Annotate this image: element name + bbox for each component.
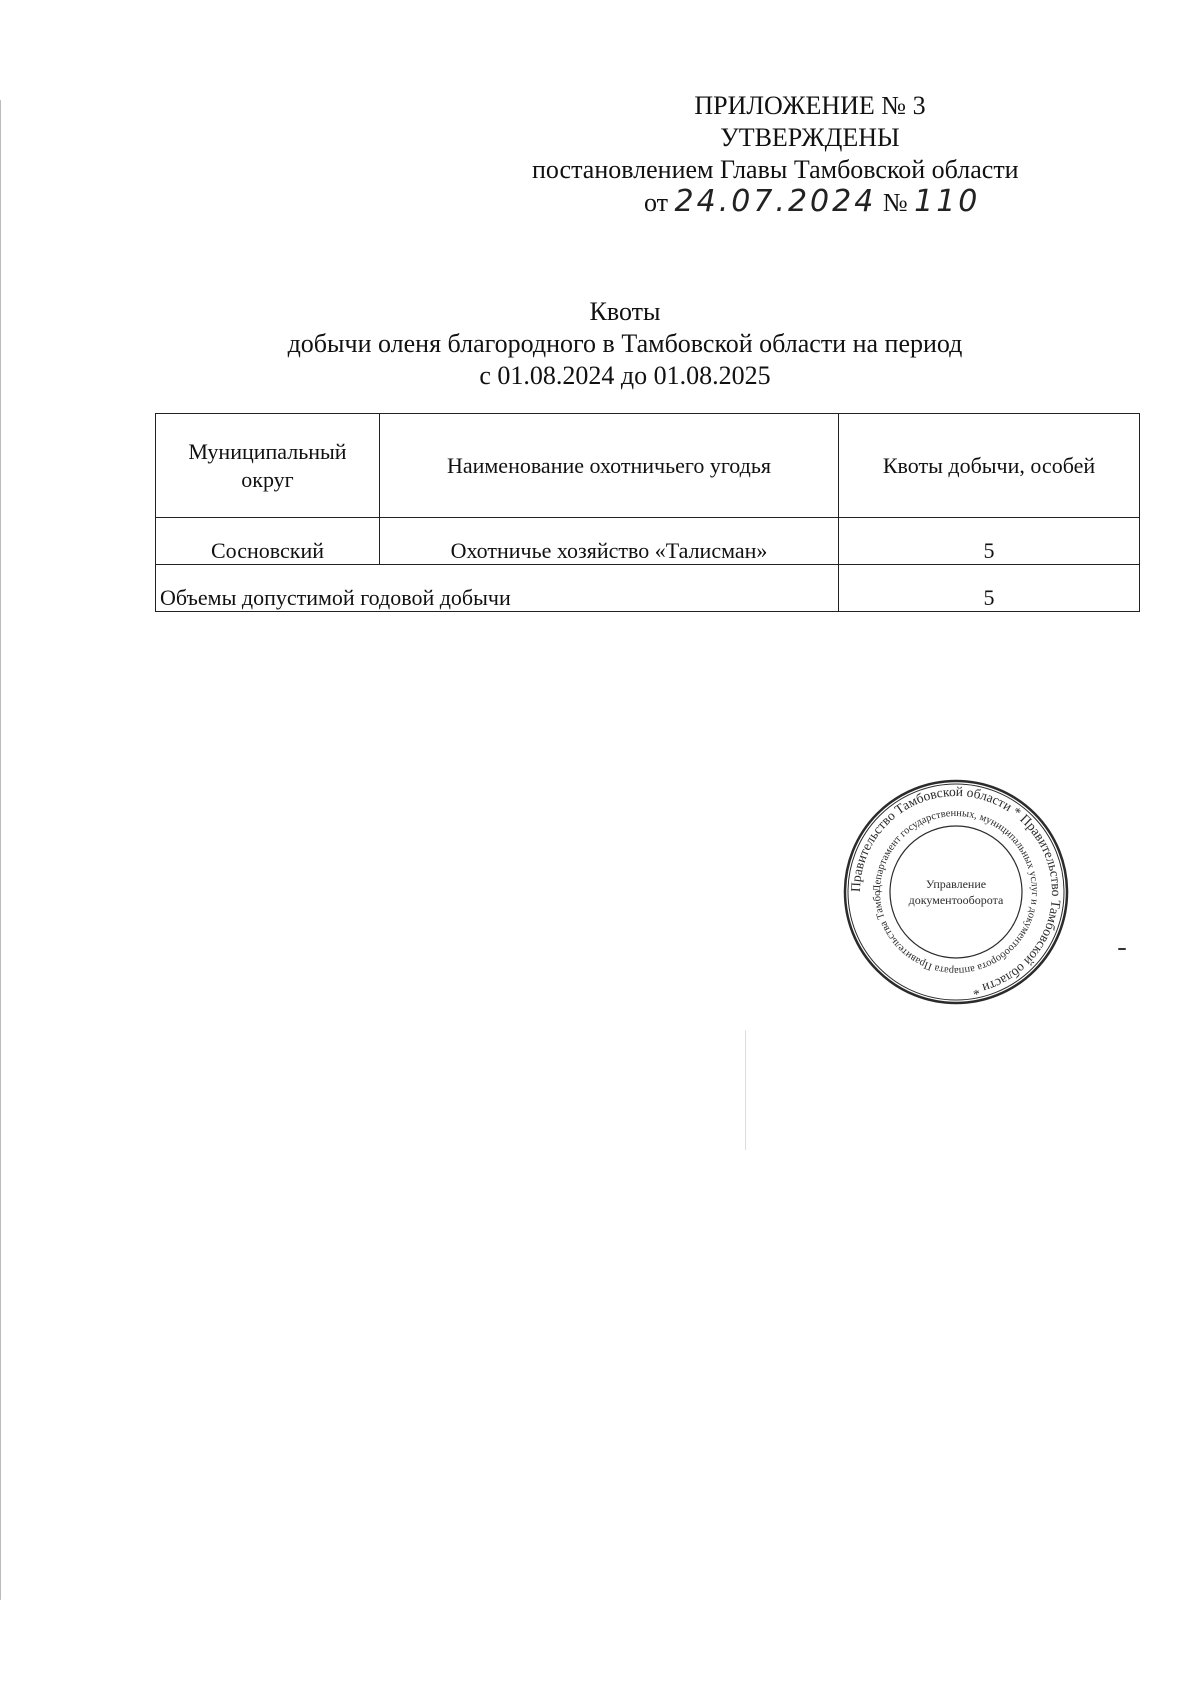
header-hunting-ground: Наименование охотничьего угодья — [380, 414, 839, 518]
seal-graphic — [842, 778, 1070, 1006]
document-title — [160, 296, 1090, 392]
total-quota: 5 — [839, 565, 1140, 612]
approval-date-line — [520, 186, 1080, 224]
number-prefix: № — [882, 188, 908, 217]
scan-speck — [1118, 948, 1126, 950]
title-line-3: с 01.08.2024 до 01.08.2025 — [479, 361, 771, 390]
title-line-2: добычи оленя благородного в Тамбовской области на период — [287, 329, 963, 358]
scan-edge — [0, 100, 1, 1600]
handwritten-date: 24.07.2024 — [674, 184, 877, 219]
date-prefix: от — [644, 188, 669, 217]
cell-quota: 5 — [839, 518, 1140, 565]
scan-streak — [745, 1030, 746, 1150]
table-total-row — [156, 565, 1140, 612]
total-label: Объемы допустимой годовой добычи — [156, 565, 839, 612]
quota-table — [155, 413, 1140, 612]
seal-middle-ring — [890, 826, 1022, 958]
approval-block — [520, 90, 1080, 224]
seal-outer-text-path: Правительство Тамбовской области * Правительство Тамбовской области * — [847, 783, 1065, 999]
cell-hunting-ground: Охотничье хозяйство «Талисман» — [380, 518, 839, 565]
table-row — [156, 518, 1140, 565]
seal-inner-text-path: Департамент государственных, муниципальных услуг и документооборота аппарата Правительства Тамбо — [871, 807, 1041, 977]
handwritten-number: 110 — [914, 184, 981, 219]
seal-center-line-2: документооборота — [908, 893, 1004, 907]
official-seal — [842, 778, 1070, 1006]
header-quota: Квоты добычи, особей — [839, 414, 1140, 518]
appendix-number: ПРИЛОЖЕНИЕ № 3 — [694, 91, 926, 120]
approval-basis: постановлением Главы Тамбовской области — [532, 155, 1019, 184]
seal-center-line-1: Управление — [925, 877, 987, 891]
cell-district: Сосновский — [156, 518, 380, 565]
table-header-row — [156, 414, 1140, 518]
title-line-1: Квоты — [589, 297, 661, 326]
approved-label: УТВЕРЖДЕНЫ — [720, 123, 900, 152]
header-district: Муниципальный округ — [156, 414, 380, 518]
